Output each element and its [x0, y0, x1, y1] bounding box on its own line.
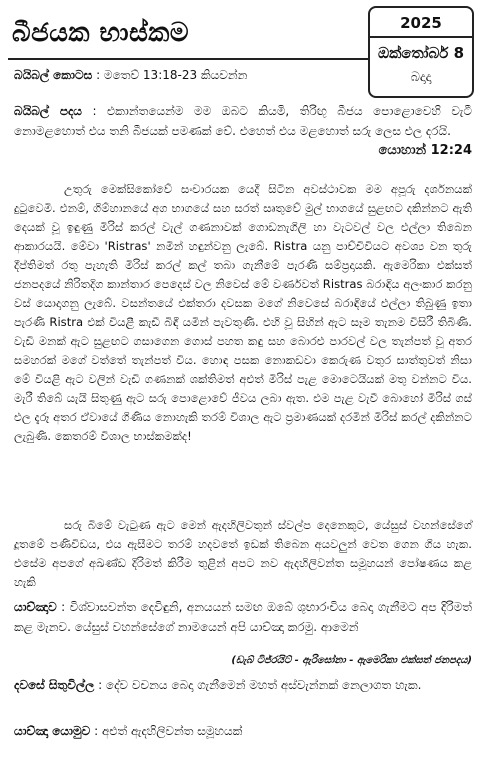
- prayer-point-text: : අළුත් ඇදහිලිවන්ත සමූහයක්: [94, 724, 243, 738]
- body-paragraph-2: සරු බිමේ වැටුණ ඇට මෙන් ඇදහිලිවතුන් ස්වල්ප දෙනෙකුට, යේසුස් වහන්සේගේ දූතමේ පණිවිඩය, එය ඇසීමට තරම් හදවතේ ඉඩක් තිබෙන අයවලුන් වෙත ගෙන ගිය හැක. එසේම අපගේ අඛණ්ඩ දිරිමත් කිරීම තුළින් අපට නව ඇදහිලිවන්ත සමූහයන් පෝෂණය කළ හැකි: [14, 518, 472, 589]
- page-title: බීජයක භාස්කම: [12, 18, 190, 48]
- verse-block: [14, 102, 472, 161]
- bible-reading-label: බයිබල් කොටස: [14, 68, 93, 82]
- thought-label: දවසේ සිතුවිල්ල: [14, 678, 95, 692]
- prayer-block: [14, 598, 472, 637]
- date-year: 2025: [400, 14, 442, 32]
- verse-text: : එකාන්තයෙන්ම මම ඔබට කියමි, තිරිඟු බීජය පොළොවෙහි වැටී නොමළහොත් එය තනි බීජයක් පමණක් වේ. එහෙත් එය මළහොත් සරු ලෙස එල දරයි.: [14, 104, 472, 138]
- thought-block: [14, 676, 472, 696]
- thought-text: : දේව වචනය බෙදා ගැනීමෙන් මහත් අස්වැන්නක් නෙලාගත හැක.: [98, 678, 422, 692]
- verse-reference: යොහාන් 12:24: [378, 143, 472, 158]
- body-paragraph-1: උතුරු මෙක්සිකෝවේ සංචාරයක යෙදී සිටින අවස්ථාවක මම අපූරු දර්ශනයක් දුටුවෙමි. එනම්, ගිම්හානයේ අග භාගයේ සහ සරත් සෘතුවේ මුල් භාගයේ සුළඟට දකින්නට ඇති දෙයක් වූ ඉඳුණු මිරිස් කරල් වැල් ගණනාවක් ගොඩනැගිලි හා වැටවල් වල එල්ලා තිබෙන ආකාරයයි. මේවා 'Ristras' නමින් හඳුන්වනු ලැබේ. Ristra යනු පාච්චිවියට අවශ්‍ය වන තුරු දීප්තිමත් රතු පැහැති මිරිස් කරල් කල් තබා ගැනීමේ පැරණි සම්ප්‍රදායකි. ඇමෙරිකා එක්සත් ජනපදයේ නිරිතදිග කාන්තාර පෙදෙස් වල නිවෙස් මේ වර්ණවත් Ristras බරාඳිය අලංකාර කරනු වස් යොදාගනු ලැබේ. වසන්තයේ එක්තරා දවසක මගේ නිවෙසේ බරාඳියේ එල්ලා තිබුණු ඉතා පැරණි Ristra එක් වියළී කැඩී බිඳී යමින් පැවතුණි. එහි වූ සිහින් ඇට සෑම තැනම විසිරී තිබිණි. වැඩි මනක් ඇට සුළඟට ගසාගෙන ගොස් පහත කඳු සහ බොරළු පාරවල් වල තැන්පත් වූ අතර සමහරක් මගේ වත්තේ තැන්පත් විය. හොඳ පසක නොකඩවා කෙරුණ වතුර සාත්තුවත් නිසා මේ වියළි ඇට වලින් වැඩි ගණනක් ශක්තිමත් අළුත් මිරිස් පැළ මොටෙයියක් මතු වන්නට විය. මැරී තිබේ යැයි සිතුණු ඇට සරු පොළොවේ ජීවය ලබා ඇත. එම පැළ වැවී බොහෝ මිරිස් ගස් එල දැරූ අතර ඒවායේ ගිණිය නොහැකි තරම් විශාල ඇට ප්‍රමාණයක් දරමින් මිරිස් කරල් දකින්නට ලැබුණි. කෙතරම් විශාල භාස්කමක්ද!: [14, 182, 472, 443]
- prayer-label: යාච්ඤාව: [14, 600, 57, 614]
- attribution: (ඩැබ් ටිජ්රයිට් - ඇරිසෝනා - ඇමෙරිකා එක්සත් ජනපදය): [231, 655, 472, 666]
- bible-reading-text: : මතෙව් 13:18-23 කියවන්න: [96, 68, 248, 82]
- prayer-point-label: යාච්ඤා යොමුව: [14, 724, 91, 738]
- title-divider: [8, 58, 370, 60]
- bible-reading: [14, 66, 472, 86]
- prayer-point-block: [14, 722, 472, 742]
- verse-label: බයිබල් පදය: [14, 104, 82, 118]
- date-divider: [370, 36, 472, 38]
- prayer-text: : විශ්වාසවන්ත දෙවිඳුනි, අනයයන් සමඟ ඔබේ ශුභාරංචිය බෙදා ගැනීමට අප දිරිමත් කළ මැනව. යේසුස් වහන්සේගේ නාමයෙන් අපි යාච්ඤා කරමු. ආමෙන්: [14, 600, 472, 634]
- date-weekday: බදාදා: [410, 69, 432, 85]
- date-day: ඔක්තෝබර් 8: [377, 43, 465, 62]
